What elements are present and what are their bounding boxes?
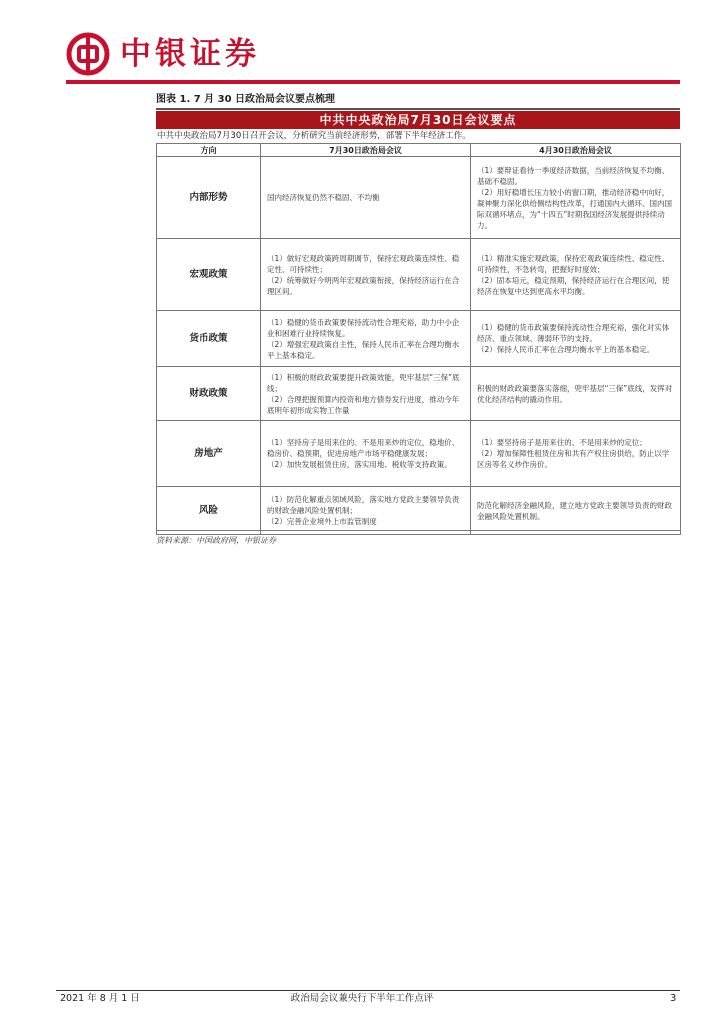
table-row xyxy=(157,421,681,487)
table-banner: 中共中央政治局7月30日会议要点 xyxy=(156,111,680,129)
page-number: 3 xyxy=(670,993,677,1004)
row-direction: 货币政策 xyxy=(157,311,261,367)
table-source-note: 资料来源：中国政府网，中银证券 xyxy=(156,530,680,547)
row-april-text: （1）精准实施宏观政策，保持宏观政策连续性、稳定性、可持续性，不急转弯，把握好时度效； （2）固本培元，稳定预期，保持经济运行在合理区间，使经济在恢复中达到更高水平均衡。 xyxy=(477,253,670,296)
row-april-text: 防范化解经济金融风险，建立地方党政主要领导负责的财政金融风险处置机制。 xyxy=(477,500,672,521)
figure-title: 图表 1. 7 月 30 日政治局会议要点梳理 xyxy=(156,94,336,105)
row-april-cell xyxy=(471,311,681,367)
row-july-cell xyxy=(261,487,471,535)
row-july-cell xyxy=(261,421,471,487)
footer-report-title: 政治局会议兼央行下半年工作点评 xyxy=(290,993,434,1004)
row-july-text: （1）做好宏观政策跨周期调节，保持宏观政策连续性、稳定性、可持续性； （2）统筹做好今明两年宏观政策衔接，保持经济运行在合理区间。 xyxy=(267,253,460,296)
row-direction: 内部形势 xyxy=(157,157,261,239)
meeting-comparison-table xyxy=(156,143,681,535)
row-april-cell xyxy=(471,487,681,535)
table-row xyxy=(157,311,681,367)
footer-divider xyxy=(56,990,680,991)
bank-of-china-logo-icon xyxy=(66,32,110,76)
row-july-text: 国内经济恢复仍然不稳固、不均衡 xyxy=(267,193,380,202)
row-direction: 宏观政策 xyxy=(157,239,261,311)
row-april-cell xyxy=(471,239,681,311)
figure-title-divider xyxy=(156,108,680,110)
header-divider xyxy=(66,80,680,84)
row-july-text: （1）稳健的货币政策要保持流动性合理充裕，助力中小企业和困难行业持续恢复。 （2）增强宏观政策自主性，保持人民币汇率在合理均衡水平上基本稳定。 xyxy=(267,317,460,360)
row-direction: 财政政策 xyxy=(157,367,261,421)
row-july-text: （1）防范化解重点领域风险，落实地方党政主要领导负责的财政金融风险处置机制； （2）完善企业境外上市监管制度 xyxy=(267,495,460,526)
row-july-cell xyxy=(261,367,471,421)
row-april-cell xyxy=(471,367,681,421)
table-row xyxy=(157,487,681,535)
page-header xyxy=(66,30,686,80)
brand-name: 中银证券 xyxy=(120,36,260,72)
column-header-direction: 方向 xyxy=(157,144,261,157)
row-april-text: 积极的财政政策要落实落细，兜牢基层“三保”底线，发挥对优化经济结构的撬动作用。 xyxy=(477,383,673,404)
row-april-cell xyxy=(471,421,681,487)
row-july-text: （1）积极的财政政策要提升政策效能，兜牢基层“三保”底线； （2）合理把握预算内投资和地方债券发行进度，推动今年底明年初形成实物工作量 xyxy=(267,372,460,415)
footer-date: 2021 年 8 月 1 日 xyxy=(60,993,140,1004)
row-july-cell xyxy=(261,311,471,367)
row-april-text: （1）要坚持房子是用来住的、不是用来炒的定位； （2）增加保障性租赁住房和共有产权住房供给，防止以学区房等名义炒作房价。 xyxy=(477,438,670,469)
column-header-july: 7月30日政治局会议 xyxy=(261,144,471,157)
row-direction: 房地产 xyxy=(157,421,261,487)
row-july-cell xyxy=(261,239,471,311)
column-header-april: 4月30日政治局会议 xyxy=(471,144,681,157)
row-july-text: （1）坚持房子是用来住的、不是用来炒的定位，稳地价、稳房价、稳预期，促进房地产市场平稳健康发展； （2）加快发展租赁住房，落实用地、税收等支持政策。 xyxy=(267,438,460,469)
table-row xyxy=(157,239,681,311)
row-april-text: （1）要辩证看待一季度经济数据，当前经济恢复不均衡、基础不稳固。 （2）用好稳增长压力较小的窗口期，推动经济稳中向好，凝神聚力深化供给侧结构性改革，打通国内大循环、国内国际双循环堵点，为“十四五”时期我国经济发展提供持续动力。 xyxy=(477,165,672,230)
table-row xyxy=(157,367,681,421)
table-header-row xyxy=(157,144,681,157)
row-direction: 风险 xyxy=(157,487,261,535)
row-april-cell xyxy=(471,157,681,239)
table-row xyxy=(157,157,681,239)
table-intro: 中共中央政治局7月30日召开会议，分析研究当前经济形势，部署下半年经济工作。 xyxy=(157,131,471,141)
row-july-cell xyxy=(261,157,471,239)
row-april-text: （1）稳健的货币政策要保持流动性合理充裕，强化对实体经济、重点领域、薄弱环节的支持。 （2）保持人民币汇率在合理均衡水平上的基本稳定。 xyxy=(477,323,670,354)
